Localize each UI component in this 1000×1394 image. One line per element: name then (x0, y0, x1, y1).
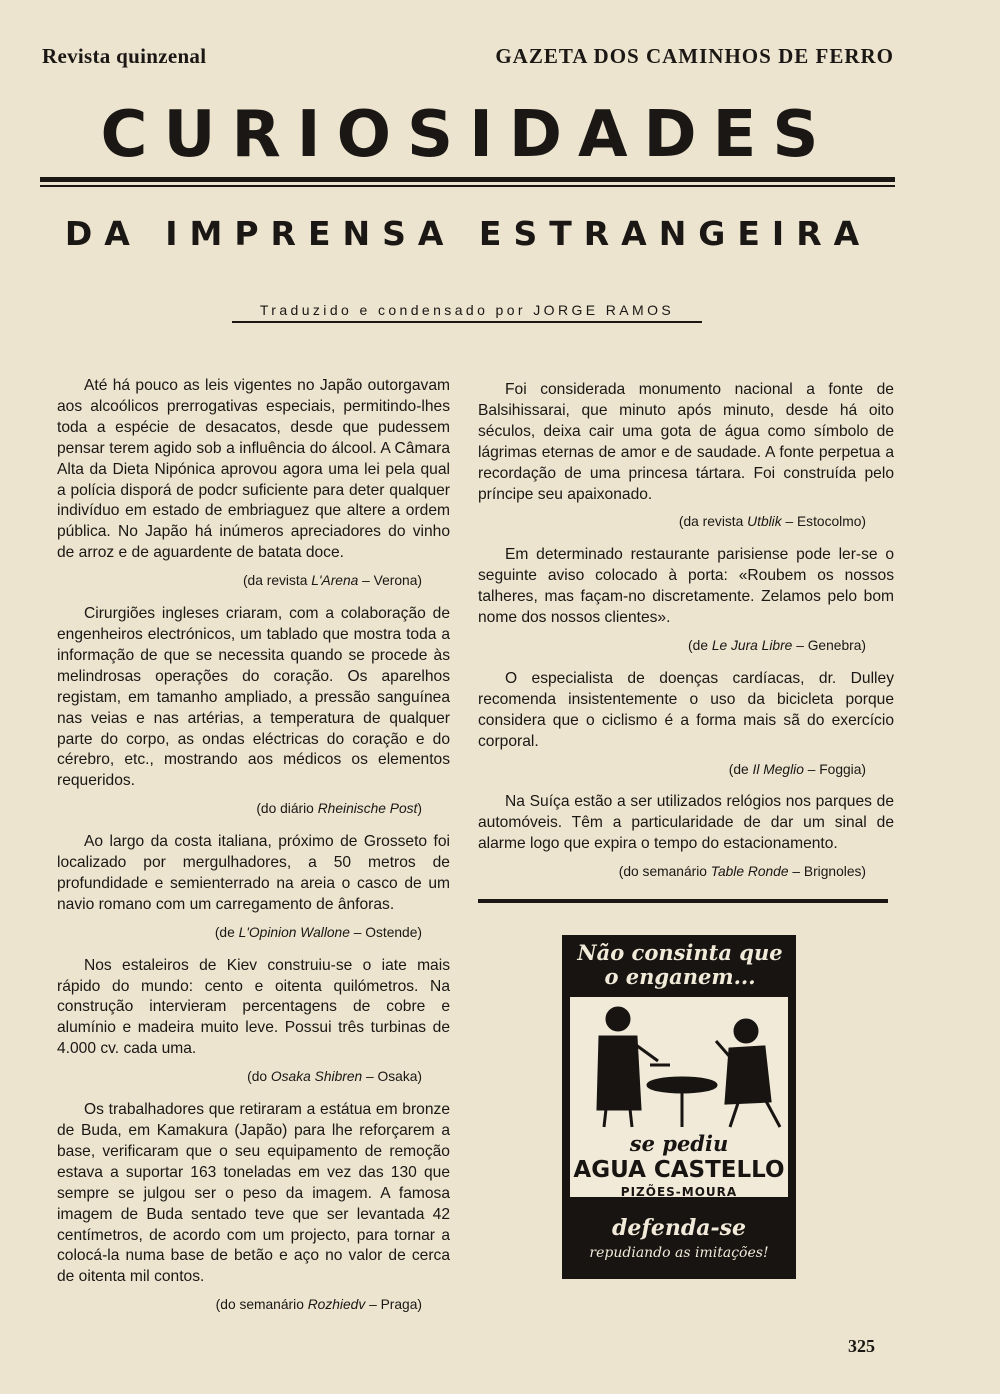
article (57, 604, 450, 820)
article-source: (da revista Utblik – Estocolmo) (678, 514, 866, 530)
article (478, 669, 894, 781)
article-source: (de Le Jura Libre – Genebra) (688, 637, 866, 653)
article-source: (de L'Opinion Wallone – Ostende) (214, 924, 422, 940)
article (57, 832, 450, 944)
article (57, 376, 450, 592)
ad-warning: repudiando as imitações! (589, 1245, 769, 1261)
ad-illustration-panel (570, 997, 788, 1197)
article-source: (do semanário Rozhiedv – Praga) (215, 1297, 422, 1313)
article (57, 1100, 450, 1316)
article-text: Nos estaleiros de Kiev construiu-se o iate mais rápido do mundo: cento e oitenta quilómetros. Na construção intervieram percentagens de cobre e alumínio e madeira muito leve. Possui três turbinas de 4.000 cv. cada uma. (57, 956, 450, 1058)
article-source: (do semanário Table Ronde – Brignoles) (618, 864, 866, 880)
right-column (478, 380, 894, 895)
ad-brand: AGUA CASTELLO (573, 1157, 785, 1183)
article-text: O especialista de doenças cardíacas, dr. Dulley recomenda insistentemente o uso da bicicleta porque considera que o ciclismo é a forma mais sã do exercício corporal. (478, 669, 894, 750)
left-column (57, 376, 450, 1328)
article-text: Foi considerada monumento nacional a fonte de Balsihissarai, que minuto após minuto, desde há oito séculos, deixa cair uma gota de água como símbolo de lágrimas eternas de amor e de saudade. A fonte perpetua a recordação de uma princesa tártara. Foi construída pelo príncipe seu apaixonado. (478, 381, 894, 503)
page-title: CURIOSIDADES (100, 98, 835, 172)
article-text: Na Suíça estão a ser utilizados relógios nos parques de automóveis. Têm a particularidade de dar um sinal de alarme logo que expira o tempo do estacionamento. (478, 793, 894, 853)
ad-call-to-action: defenda-se (612, 1215, 746, 1241)
byline: Traduzido e condensado por JORGE RAMOS (232, 302, 702, 323)
ad-tagline: se pediu (629, 1131, 729, 1156)
article-source: (do Osaka Shibren – Osaka) (247, 1069, 422, 1085)
article-source: (de Il Meglio – Foggia) (728, 761, 866, 777)
article-source: (do diário Rheinische Post) (256, 801, 422, 817)
page-number: 325 (848, 1336, 875, 1356)
article (478, 545, 894, 657)
page-subtitle: DA IMPRENSA ESTRANGEIRA (64, 214, 872, 253)
ad-place: PIZÕES-MOURA (620, 1185, 738, 1199)
article-text: Ao largo da costa italiana, próximo de Grosseto foi localizado por mergulhadores, a 50 metros de profundidade e semienterrado na areia o casco de um navio romano com um carregamento de ânforas. (57, 833, 450, 913)
advertisement-rule (478, 899, 888, 903)
title-rule-bottom (40, 185, 895, 187)
magazine-frequency: Revista quinzenal (42, 44, 207, 68)
article-source: (da revista L'Arena – Verona) (242, 573, 422, 589)
magazine-title: GAZETA DOS CAMINHOS DE FERRO (495, 44, 894, 68)
article-text: Em determinado restaurante parisiense pode ler-se o seguinte aviso colocado à porta: «Roubem os nossos talheres, mas façam-no discretamente. Zelamos pelo bom nome dos nossos clientes». (478, 546, 894, 627)
article (478, 792, 894, 883)
article (478, 380, 894, 533)
advertisement (562, 935, 796, 1279)
title-rule-top (40, 177, 895, 182)
ad-slogan: Não consinta que o enganem... (577, 940, 783, 989)
article (57, 956, 450, 1088)
article-text: Os trabalhadores que retiraram a estátua em bronze de Buda, em Kamakura (Japão) para lhe reforçarem a base, verificaram que o seu equipamento de remoção estava a suportar 163 toneladas em vez das 130 que sempre se julgou ser o peso da imagem. A famosa imagem de Buda sentado teve que ser levantada 42 centímetros, de acordo com um projecto, para tornar a colocá-la numa base de betão e aço no valor de cerca de oitenta mil contos. (57, 1101, 450, 1286)
article-text: Até há pouco as leis vigentes no Japão outorgavam aos alcoólicos prerrogativas especiais, permitindo-lhes toda a espécie de desacatos, desde que pudessem pensar terem agido sob a influência do álcool. A Câmara Alta da Dieta Nipónica aprovou agora uma lei pela qual a polícia disporá de podcr suficiente para deter qualquer indivíduo em estado de embriaguez que altere a ordem pública. No Japão há inúmeros apreciadores do vinho de arroz e de aguardente de batata doce. (57, 377, 450, 562)
waiter-customer-illustration (570, 997, 788, 1129)
article-text: Cirurgiões ingleses criaram, com a colaboração de engenheiros electrónicos, um tablado que mostra toda a informação de que se necessita quando se procede às melindrosas operações do coração. Os aparelhos registam, em tamanho ampliado, a pressão sanguínea nas veias e nas artérias, a temperatura de qualquer parte do corpo, as ondas eléctricas do coração e do cérebro, etc., mostrando aos médicos os elementos requeridos. (57, 605, 450, 790)
